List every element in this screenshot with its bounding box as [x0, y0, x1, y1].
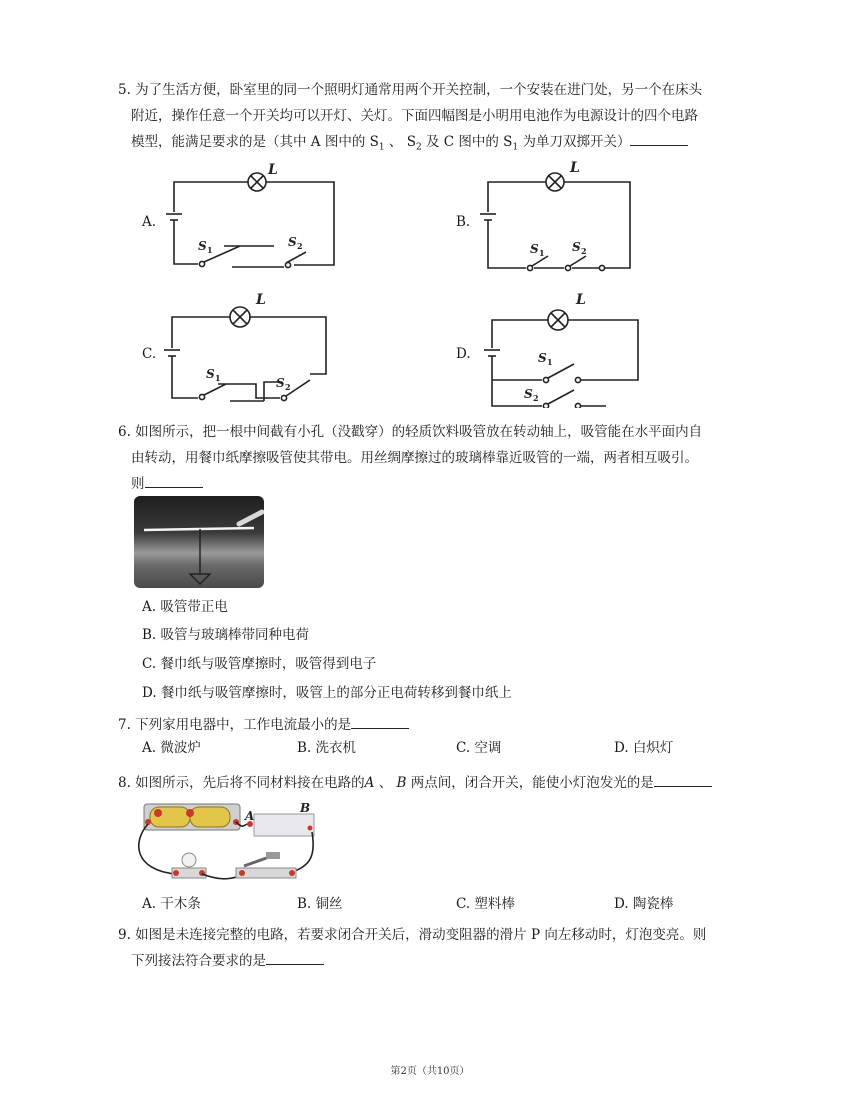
- svg-text:S: S: [206, 367, 215, 381]
- q8-line-1: 8. 如图所示，先后将不同材料接在电路的A 、 B 两点间，闭合开关，能使小灯泡发光的是: [118, 770, 764, 796]
- circuit-diagram-b: [474, 160, 654, 272]
- q5-line-2: 附近，操作任意一个开关均可以开灯、关灯。下面四幅图是小明用电池作为电源设计的四个电路: [131, 108, 698, 124]
- svg-text:L: L: [256, 292, 266, 308]
- q6-option-b[interactable]: B. 吸管与玻璃棒带同种电荷: [142, 627, 310, 643]
- svg-text:1: 1: [207, 245, 213, 255]
- answer-blank[interactable]: [351, 714, 409, 729]
- circuit-diagram-d: [478, 290, 650, 408]
- svg-text:L: L: [268, 162, 278, 178]
- question-9: [118, 922, 764, 974]
- q6-option-d[interactable]: D. 餐巾纸与吸管摩擦时，吸管上的部分正电荷转移到餐巾纸上: [142, 685, 512, 701]
- q6-option-a[interactable]: A. 吸管带正电: [142, 599, 228, 615]
- question-8: [118, 770, 764, 796]
- svg-text:2: 2: [285, 382, 291, 392]
- question-6: [118, 419, 764, 497]
- circuit-photo: [132, 802, 318, 888]
- answer-blank[interactable]: [654, 772, 712, 787]
- q5-line-1: 5. 为了生活方便，卧室里的同一个照明灯通常用两个开关控制，一个安装在进门处，另一个在床头: [118, 82, 703, 98]
- svg-text:S: S: [198, 239, 207, 253]
- q6-option-c[interactable]: C. 餐巾纸与吸管摩擦时，吸管得到电子: [142, 656, 377, 672]
- q6-line-2: 由转动，用餐巾纸摩擦吸管使其带电。用丝绸摩擦过的玻璃棒靠近吸管的一端，两者相互吸引。: [131, 450, 698, 466]
- svg-text:S: S: [276, 376, 285, 390]
- svg-text:1: 1: [539, 248, 545, 258]
- svg-text:S: S: [572, 240, 581, 254]
- svg-text:S: S: [524, 387, 533, 401]
- q7-option-a[interactable]: A. 微波炉: [142, 740, 201, 756]
- svg-text:1: 1: [547, 357, 553, 367]
- svg-text:2: 2: [297, 241, 303, 251]
- q5-line-3: 模型，能满足要求的是（其中 A 图中的 $S_1$ 、 $S_2$ 及 C 图中的 $S_1$ 为单刀双掷开关）: [118, 129, 764, 161]
- answer-blank[interactable]: [145, 473, 203, 488]
- svg-text:A: A: [245, 809, 255, 823]
- svg-text:B: B: [300, 802, 311, 815]
- q8-option-b[interactable]: B. 铜丝: [297, 896, 343, 912]
- svg-text:S: S: [530, 242, 539, 256]
- answer-blank[interactable]: [266, 950, 324, 965]
- svg-text:1: 1: [215, 373, 221, 383]
- svg-text:S: S: [288, 235, 297, 249]
- circuit-diagram-c: [160, 290, 340, 408]
- q7-option-d[interactable]: D. 白炽灯: [614, 740, 674, 756]
- svg-text:2: 2: [581, 246, 587, 256]
- page-footer: 第2页（共10页）: [390, 1066, 470, 1077]
- q7-option-c[interactable]: C. 空调: [456, 740, 502, 756]
- q8-option-a[interactable]: A. 干木条: [142, 896, 201, 912]
- q9-line-2: 下列接法符合要求的是: [118, 948, 764, 974]
- q6-line-3: 则: [118, 471, 764, 497]
- q7-line-1: 7. 下列家用电器中，工作电流最小的是: [118, 712, 764, 738]
- svg-text:2: 2: [533, 393, 539, 403]
- question-7: [118, 712, 764, 738]
- straw-photo: [134, 496, 264, 588]
- q8-option-c[interactable]: C. 塑料棒: [456, 896, 515, 912]
- q5-option-d-label: D.: [456, 346, 471, 362]
- q5-option-a-label: A.: [142, 214, 157, 230]
- q5-option-c-label: C.: [142, 346, 157, 362]
- q7-option-b[interactable]: B. 洗衣机: [297, 740, 357, 756]
- svg-text:S: S: [538, 351, 547, 365]
- q9-line-1: 9. 如图是未连接完整的电路，若要求闭合开关后，滑动变阻器的滑片 P 向左移动时，灯泡变亮。则: [118, 927, 707, 943]
- question-5: [118, 77, 764, 161]
- q6-line-1: 6. 如图所示，把一根中间截有小孔（没戳穿）的轻质饮料吸管放在转动轴上，吸管能在水平面内自: [118, 424, 703, 440]
- answer-blank[interactable]: [630, 131, 688, 146]
- svg-text:L: L: [576, 292, 586, 308]
- q5-option-b-label: B.: [456, 214, 471, 230]
- circuit-diagram-a: [160, 160, 340, 272]
- svg-text:L: L: [570, 160, 580, 176]
- q8-option-d[interactable]: D. 陶瓷棒: [614, 896, 674, 912]
